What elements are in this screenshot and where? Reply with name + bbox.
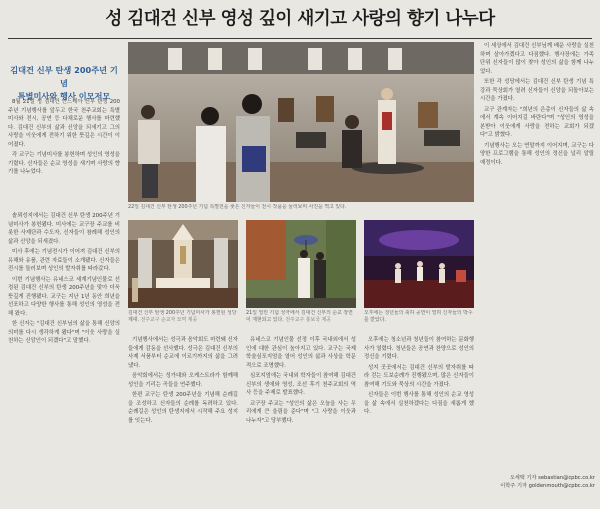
article-paragraph: 기념행사는 오는 연말까지 이어지며, 교구는 다양한 프로그램을 통해 성인의 정신을 널리 알릴 예정이다. bbox=[480, 142, 594, 166]
photo-altar-caption bbox=[128, 310, 238, 332]
photo-play bbox=[246, 220, 356, 308]
photo-play-caption bbox=[246, 310, 356, 332]
subhead-line-1: 김대건 신부 탄생 200주년 기념 bbox=[10, 65, 118, 88]
byline-reporter-2: 이학주 기자 goldenmouth@cpbc.co.kr bbox=[500, 483, 595, 489]
photo-concert bbox=[364, 220, 474, 308]
byline-reporter-1: 오세택 기자 sebastian@cpbc.co.kr bbox=[509, 475, 595, 481]
caption-text: 21일 열린 기념 성극에서 김대건 신부의 순교 장면이 재현되고 있다. bbox=[246, 310, 353, 323]
headline: 성 김대건 신부 영성 깊이 새기고 사랑의 향기 나누다 bbox=[105, 9, 495, 29]
lead-paragraph: 각 교구는 기념미사를 봉헌하며 성인의 영성을 기렸다. 신자들은 순교 영성을 새기며 사랑의 향기를 나누었다. bbox=[8, 152, 120, 175]
article-paragraph: 솔뫼성지에서는 김대건 신부 탄생 200주년 기념미사가 봉헌됐다. 미사에는 교구장 주교를 비롯한 사제단과 수도자, 신자들이 참례해 성인의 삶과 신앙을 되새겼다. bbox=[8, 213, 120, 245]
article-paragraph: 미사 후에는 기념전시가 이어져 김대건 신부의 유해와 유품, 관련 자료들이 소개됐다. 신자들은 전시를 둘러보며 성인의 발자취를 따라갔다. bbox=[8, 249, 120, 272]
mid-column-3 bbox=[364, 336, 474, 506]
article-paragraph: 오후에는 청소년과 청년들이 참여하는 문화행사가 열렸다. 청년들은 공연과 찬양으로 성인의 정신을 기렸다. bbox=[364, 337, 474, 360]
article-paragraph: 이번 기념행사는 유네스코 세계기념인물로 선정된 김대건 신부의 탄생 200주년을 맞아 더욱 뜻깊게 진행됐다. 교구는 지난 1년 동안 희년을 선포하고 다양한 행사를 통해 성인의 영성을 전해 왔다. bbox=[8, 276, 120, 317]
main-photo-caption: 22일 김대건 신부 탄생 200주년 기념 특별전을 찾은 신자들이 전시 작품을 둘러보며 사진을 찍고 있다. bbox=[128, 204, 347, 210]
article-paragraph: 성지 곳곳에서는 김대건 신부의 발자취를 따라 걷는 도보순례가 진행됐으며, 많은 신자들이 참여해 기도와 묵상의 시간을 가졌다. bbox=[364, 364, 474, 388]
right-column bbox=[480, 42, 594, 472]
article-paragraph: 또한 각 성당에서는 김대건 신부 탄생 기념 특강과 묵상회가 열려 신자들이 신앙을 되돌아보는 시간을 가졌다. bbox=[480, 79, 594, 102]
caption-text: 김대건 신부 탄생 200주년 기념미사가 봉헌된 성당 제대. bbox=[128, 310, 237, 323]
article-paragraph: 교구장 주교는 "성인의 삶은 오늘을 사는 우리에게 큰 울림을 준다"며 "그 사랑을 이웃과 나누자"고 당부했다. bbox=[246, 400, 356, 424]
subhead-line-2: 특별미사와 행사 이모저모 bbox=[17, 91, 111, 101]
caption-credit: 전주교구 홍보국 제공 bbox=[285, 317, 331, 323]
headline-rule bbox=[8, 38, 592, 39]
article-paragraph: 심포지엄에는 국내외 학자들이 참여해 김대건 신부의 생애와 영성, 조선 후기 천주교회의 역사 등을 주제로 발표했다. bbox=[246, 373, 356, 396]
byline bbox=[473, 474, 595, 490]
article-paragraph: 유네스코 기념인물 선정 이후 국내외에서 성인에 대한 관심이 높아지고 있다. 교구는 국제 학술심포지엄을 열어 성인의 삶과 사상을 학문적으로 조명했다. bbox=[246, 337, 356, 369]
article-paragraph: 교구 관계자는 "희년의 은총이 신자들의 삶 속에서 계속 이어지길 바란다"며 "성인의 영성을 본받아 이웃에게 사랑을 전하는 교회가 되겠다"고 밝혔다. bbox=[480, 106, 594, 138]
lead-column bbox=[8, 98, 120, 206]
photo-altar bbox=[128, 220, 238, 308]
article-paragraph: 기념행사에서는 성극과 음악회도 마련돼 신자들에게 감동을 선사했다. 성극은 김대건 신부의 사제 서품부터 순교에 이르기까지의 삶을 그려냈다. bbox=[128, 337, 238, 369]
lead-paragraph: 8월 21일 성 김대건 안드레아 신부 탄생 200주년 기념행사를 앞두고 한국 천주교회는 특별미사와 전시, 공연 등 다채로운 행사를 마련했다. 김대건 신부의 삶과 신앙을 되새기고 그의 사랑을 이웃에게 전하기 위한 뜻깊은 시간이 이어졌다. bbox=[8, 99, 120, 148]
caption-credit: 전주교구 순교자 묘역 제공 bbox=[140, 317, 198, 323]
article-paragraph: 이 세상에서 김대건 신부님께 배운 사랑을 실천하며 살아가겠다고 다짐했다. 행사장에는 가족 단위 신자들이 많이 찾아 성인의 삶을 함께 나누었다. bbox=[480, 43, 594, 75]
photo-concert-caption: 오후에는 청년들의 축하 공연이 열려 신자들의 박수를 받았다. bbox=[364, 310, 473, 323]
left-column bbox=[8, 212, 120, 506]
article-paragraph: 신자들은 이번 행사를 통해 성인의 순교 영성을 삶 속에서 실천하겠다는 다짐을 새롭게 했다. bbox=[364, 392, 474, 415]
article-paragraph: 한 신자는 "김대건 신부님의 삶을 통해 신앙의 의미를 다시 생각하게 됐다"며 "이웃 사랑을 실천하는 신앙인이 되겠다"고 말했다. bbox=[8, 321, 120, 344]
mid-column-2 bbox=[246, 336, 356, 506]
main-photo bbox=[128, 42, 474, 202]
article-paragraph: 음악회에서는 성가대와 오케스트라가 함께해 성인을 기리는 곡들을 연주했다. bbox=[128, 373, 238, 388]
mid-column-1 bbox=[128, 336, 238, 506]
article-paragraph: 한편 교구는 탄생 200주년을 기념해 순례길을 조성하고 신자들의 순례를 독려하고 있다. 순례길은 성인의 탄생지에서 시작해 주요 성지를 잇는다. bbox=[128, 392, 238, 424]
